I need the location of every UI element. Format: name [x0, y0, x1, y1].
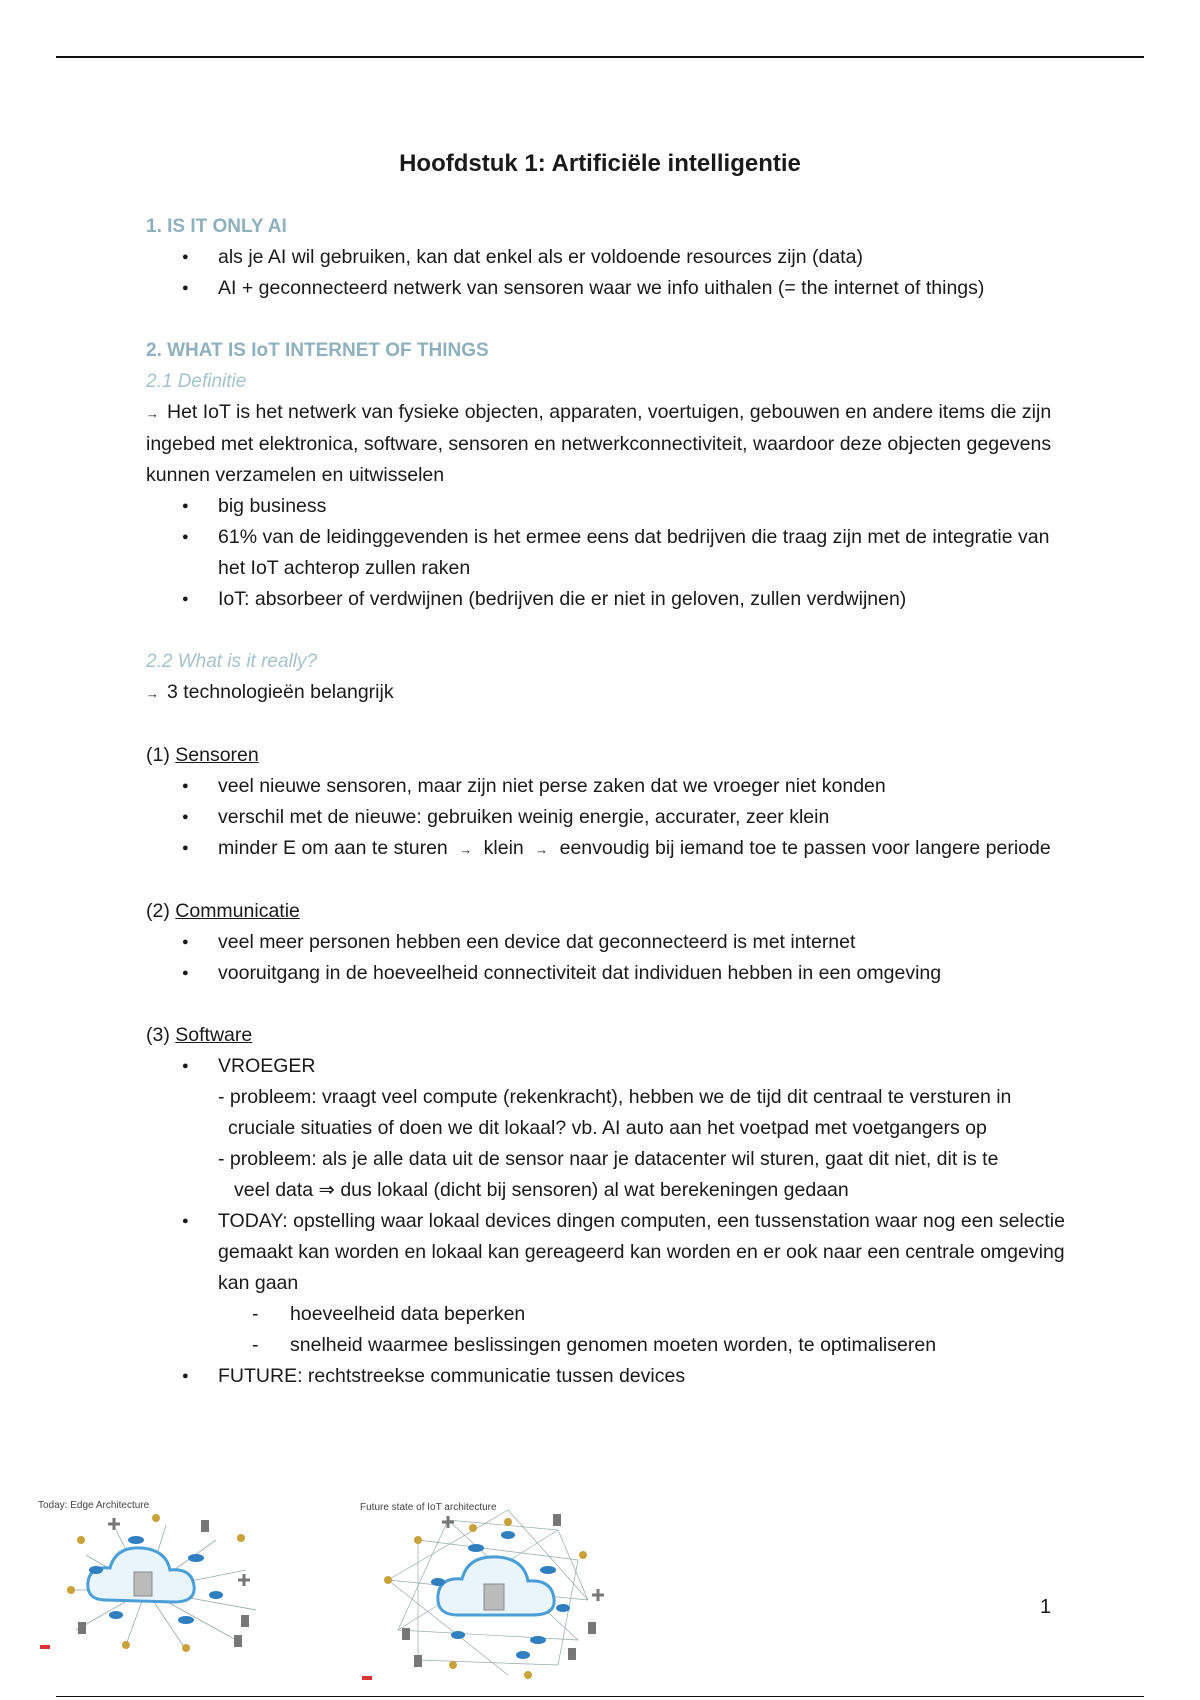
- software-number: (3): [146, 1024, 170, 1046]
- subsection-2-1-heading: 2.1 Definitie: [146, 371, 247, 392]
- arrow-icon: →: [146, 686, 159, 701]
- list-item: ● vooruitgang in de hoeveelheid connectiviteit dat individuen hebben in een omgeving: [146, 958, 1066, 989]
- list-item: ● als je AI wil gebruiken, kan dat enkel als er voldoende resources zijn (data): [146, 242, 1066, 273]
- arrow-icon: →: [146, 406, 159, 421]
- communicatie-list: [146, 927, 1066, 989]
- spacer: [146, 865, 1066, 896]
- software-label: Software: [175, 1024, 253, 1046]
- edge-diagram-graphic: [36, 1500, 276, 1660]
- communicatie-heading: [146, 896, 1066, 927]
- subsection-2-2-heading: 2.2 What is it really?: [146, 651, 318, 672]
- document-body: [146, 140, 1066, 1392]
- section-1-list: [146, 242, 1066, 304]
- list-item: - snelheid waarmee beslissingen genomen moeten worden, te optimaliseren: [218, 1330, 1066, 1361]
- footer-rule: [56, 1696, 1144, 1697]
- list-item: ● AI + geconnecteerd netwerk van sensoren waar we info uithalen (= the internet of things): [146, 273, 1066, 304]
- vroeger-problem-1-line-2: cruciale situaties of doen we dit lokaal? vb. AI auto aan het voetpad met voetgangers op: [228, 1117, 987, 1139]
- page-number: 1: [1040, 1596, 1052, 1618]
- sensoren-label: Sensoren: [175, 744, 259, 766]
- list-item: ● veel nieuwe sensoren, maar zijn niet perse zaken dat we vroeger niet konden: [146, 771, 1066, 802]
- list-item: ● verschil met de nieuwe: gebruiken weinig energie, accurater, zeer klein: [146, 802, 1066, 833]
- sensoren-item3-part-c: eenvoudig bij iemand toe te passen voor langere periode: [559, 837, 1051, 859]
- section-1-heading: 1. IS IT ONLY AI: [146, 216, 287, 237]
- list-item: ● FUTURE: rechtstreekse communicatie tussen devices: [146, 1361, 1066, 1392]
- vroeger-problem-2-line-2: veel data ⇒ dus lokaal (dicht bij sensoren) al wat berekeningen gedaan: [234, 1179, 849, 1201]
- arrow-icon: →: [535, 842, 549, 857]
- technologies-text: 3 technologieën belangrijk: [167, 681, 394, 703]
- technologies-line: [146, 677, 1066, 709]
- vroeger-problem-2-line-1: - probleem: als je alle data uit de sensor naar je datacenter wil sturen, gaat dit niet, dit is te: [218, 1148, 999, 1170]
- spacer: [146, 709, 1066, 740]
- communicatie-number: (2): [146, 900, 170, 922]
- arrow-icon: →: [459, 842, 473, 857]
- software-heading: [146, 1020, 1066, 1051]
- list-item: - hoeveelheid data beperken: [218, 1299, 1066, 1330]
- list-item: ● 61% van de leidinggevenden is het ermee eens dat bedrijven die traag zijn met de integratie van het IoT achterop zullen raken: [146, 522, 1066, 584]
- section-2-heading: 2. WHAT IS IoT INTERNET OF THINGS: [146, 340, 489, 361]
- sensoren-item3-part-b: klein: [483, 837, 524, 859]
- today-sublist: [218, 1299, 1066, 1361]
- future-iot-architecture-diagram: [358, 1500, 628, 1685]
- communicatie-label: Communicatie: [175, 900, 300, 922]
- spacer: [146, 615, 1066, 646]
- list-item: ● big business: [146, 491, 1066, 522]
- definition-paragraph: [146, 397, 1066, 491]
- page-title: Hoofdstuk 1: Artificiële intelligentie: [399, 150, 801, 177]
- future-architecture-caption: Future state of IoT architecture: [360, 1502, 497, 1513]
- sensoren-list: [146, 771, 1066, 865]
- list-item: ● IoT: absorbeer of verdwijnen (bedrijven die er niet in geloven, zullen verdwijnen): [146, 584, 1066, 615]
- header-rule: [56, 56, 1144, 58]
- software-list: [146, 1051, 1066, 1392]
- edge-architecture-diagram: [36, 1500, 276, 1660]
- definition-text: Het IoT is het netwerk van fysieke objecten, apparaten, voertuigen, gebouwen en andere items die zijn ingebed met elektronica, software, sensoren en netwerkconnectiviteit, waardoor deze objecten gegevens kunnen verzamelen en uitwisselen: [146, 401, 1052, 486]
- list-item: [146, 1051, 1066, 1206]
- sensoren-heading: [146, 740, 1066, 771]
- spacer: [146, 989, 1066, 1020]
- spacer: [146, 304, 1066, 335]
- list-item: [146, 833, 1066, 865]
- today-text: TODAY: opstelling waar lokaal devices dingen computen, een tussenstation waar nog een selectie gemaakt kan worden en lokaal kan gereageerd kan worden en er ook naar een centrale omgeving kan gaan: [218, 1210, 1065, 1294]
- edge-architecture-caption: Today: Edge Architecture: [38, 1500, 150, 1511]
- list-item: [146, 1206, 1066, 1361]
- section-2-list: [146, 491, 1066, 615]
- vroeger-problem-1-line-1: - probleem: vraagt veel compute (rekenkracht), hebben we de tijd dit centraal te versturen in: [218, 1086, 1012, 1108]
- vroeger-label: ● VROEGER: [218, 1055, 316, 1077]
- future-diagram-graphic: [358, 1500, 628, 1685]
- sensoren-item3-part-a: minder E om aan te sturen: [218, 837, 448, 859]
- sensoren-number: (1): [146, 744, 170, 766]
- list-item: ● veel meer personen hebben een device dat geconnecteerd is met internet: [146, 927, 1066, 958]
